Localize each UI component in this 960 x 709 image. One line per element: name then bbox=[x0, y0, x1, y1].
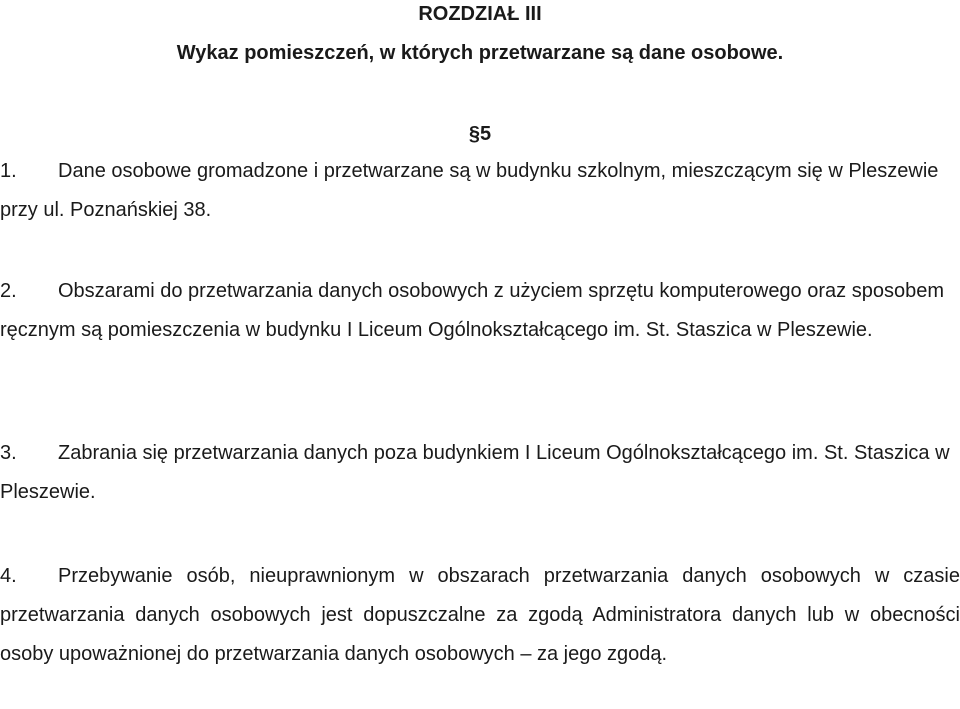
section-number: §5 bbox=[468, 123, 492, 145]
list-item bbox=[0, 434, 960, 512]
chapter-title: ROZDZIAŁ III bbox=[418, 3, 542, 25]
list-item-text: Zabrania się przetwarzania danych poza budynkiem I Liceum Ogólnokształcącego im. St. Staszica w Pleszewie. bbox=[0, 442, 950, 503]
list-item-number: 1. bbox=[0, 160, 17, 182]
list-item bbox=[0, 272, 960, 350]
list-item-number: 2. bbox=[0, 280, 17, 302]
list-item bbox=[0, 152, 960, 230]
list-item-number: 3. bbox=[0, 442, 17, 464]
chapter-heading: Wykaz pomieszczeń, w których przetwarzane są dane osobowe. bbox=[176, 42, 784, 64]
list-item bbox=[0, 557, 960, 674]
list-item-text: Obszarami do przetwarzania danych osobowych z użyciem sprzętu komputerowego oraz sposobem ręcznym są pomieszczenia w budynku I Liceum Ogólnokształcącego im. St. Staszica w Pleszewie. bbox=[0, 280, 944, 341]
list-item-number: 4. bbox=[0, 565, 17, 587]
list-item-text: Przebywanie osób, nieuprawnionym w obszarach przetwarzania danych osobowych w czasie przetwarzania danych osobowych jest dopuszczalne za zgodą Administratora danych lub w obecności osoby upoważnionej do przetwarzania danych osobowych – za jego zgodą. bbox=[0, 565, 960, 665]
list-item-text: Dane osobowe gromadzone i przetwarzane są w budynku szkolnym, mieszczącym się w Pleszewie przy ul. Poznańskiej 38. bbox=[0, 160, 939, 221]
